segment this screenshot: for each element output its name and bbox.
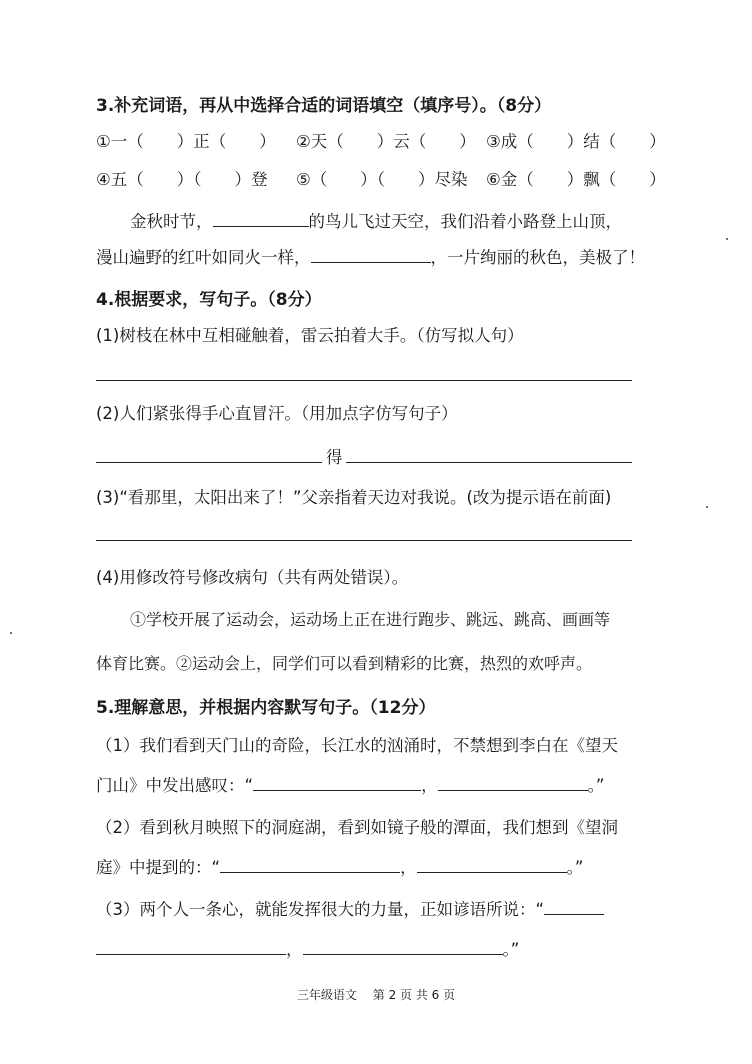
q5-item-3-line-1 <box>96 898 604 922</box>
q5-item-1-prompt: 门山》中发出感叹：“ <box>96 776 254 795</box>
q4-answer-line-3[interactable] <box>96 540 632 541</box>
q5-blank-3a[interactable] <box>544 900 604 915</box>
q5-heading: 5.理解意思，并根据内容默写句子。（12分） <box>96 698 436 718</box>
q5-item-3-close: 。” <box>502 940 520 959</box>
q4-faulty-sentence-line-2: 体育比赛。②运动会上，同学们可以看到精彩的比赛，热烈的欢呼声。 <box>96 654 593 673</box>
q3-passage-text-1a: 金秋时节， <box>130 212 213 231</box>
q5-item-3-comma: ， <box>286 940 303 959</box>
q5-blank-2b[interactable] <box>417 858 567 873</box>
q3-passage-text-1b: 的鸟儿飞过天空，我们沿着小路登上山顶， <box>308 212 622 231</box>
q3-blank-2[interactable] <box>311 248 431 263</box>
q4-heading: 4.根据要求，写句子。（8分） <box>96 290 322 310</box>
q4-faulty-sentence-line-1: ①学校开展了运动会，运动场上正在进行跑步、跳远、跳高、画画等 <box>130 610 611 629</box>
q5-item-2-line-1: （2）看到秋月映照下的洞庭湖，看到如镜子般的潭面，我们想到《望洞 <box>96 818 618 837</box>
q5-item-1-line-2 <box>96 774 604 798</box>
q3-passage-line-2 <box>96 246 645 270</box>
q3-word-6: ⑥金（ ）飘（ ） <box>486 170 666 189</box>
footer-page-number: 第 2 页 共 6 页 <box>372 988 456 1002</box>
q3-word-2: ②天（ ）云（ ） <box>296 132 476 151</box>
q4-answer-line-2b[interactable] <box>346 462 632 463</box>
q4-de-char: 得 <box>326 448 343 467</box>
q5-blank-3c[interactable] <box>303 940 503 955</box>
q5-item-2-prompt: 庭》中提到的：“ <box>96 858 221 877</box>
q5-item-1-line-1: （1）我们看到天门山的奇险，长江水的汹涌时，不禁想到李白在《望天 <box>96 736 618 755</box>
q5-item-3-prompt: （3）两个人一条心，就能发挥很大的力量，正如谚语所说：“ <box>96 900 545 919</box>
q5-blank-1b[interactable] <box>438 776 588 791</box>
q3-word-1: ①一（ ）正（ ） <box>96 132 276 151</box>
q4-item-3: (3)“看那里，太阳出来了！”父亲指着天边对我说。(改为提示语在前面) <box>96 488 612 507</box>
q3-word-3: ③成（ ）结（ ） <box>486 132 666 151</box>
q5-item-2-line-2 <box>96 856 583 880</box>
q5-item-1-comma: ， <box>421 776 438 795</box>
q4-answer-line-1[interactable] <box>96 380 632 381</box>
q4-answer-line-2a[interactable] <box>96 462 322 463</box>
q5-item-2-close: 。” <box>566 858 584 877</box>
q3-heading: 3.补充词语，再从中选择合适的词语填空（填序号）。（8分） <box>96 96 552 116</box>
scan-speck <box>726 238 728 240</box>
page-footer <box>0 986 752 1003</box>
q5-blank-1a[interactable] <box>253 776 421 791</box>
q3-word-5: ⑤（ ）（ ）尽染 <box>296 170 468 189</box>
q3-passage-text-2b: ，一片绚丽的秋色，美极了！ <box>430 248 645 267</box>
q5-blank-2a[interactable] <box>220 858 400 873</box>
q3-passage-line-1 <box>130 210 622 234</box>
q3-word-4: ④五（ ）（ ）登 <box>96 170 268 189</box>
scan-speck <box>706 506 708 508</box>
q3-blank-1[interactable] <box>213 212 309 227</box>
q5-item-1-close: 。” <box>587 776 605 795</box>
footer-grade-subject: 三年级语文 <box>296 988 357 1002</box>
q3-passage-text-2a: 漫山遍野的红叶如同火一样， <box>96 248 311 267</box>
q5-item-2-comma: ， <box>400 858 417 877</box>
q5-blank-3b[interactable] <box>96 940 286 955</box>
scan-speck <box>10 632 12 634</box>
q4-item-2: (2)人们紧张得手心直冒汗。（用加点字仿写句子） <box>96 404 458 423</box>
q5-item-3-line-2 <box>96 938 519 962</box>
q4-item-1: (1)树枝在林中互相碰触着，雷云拍着大手。（仿写拟人句） <box>96 326 524 345</box>
q4-item-4: (4)用修改符号修改病句（共有两处错误）。 <box>96 568 409 587</box>
